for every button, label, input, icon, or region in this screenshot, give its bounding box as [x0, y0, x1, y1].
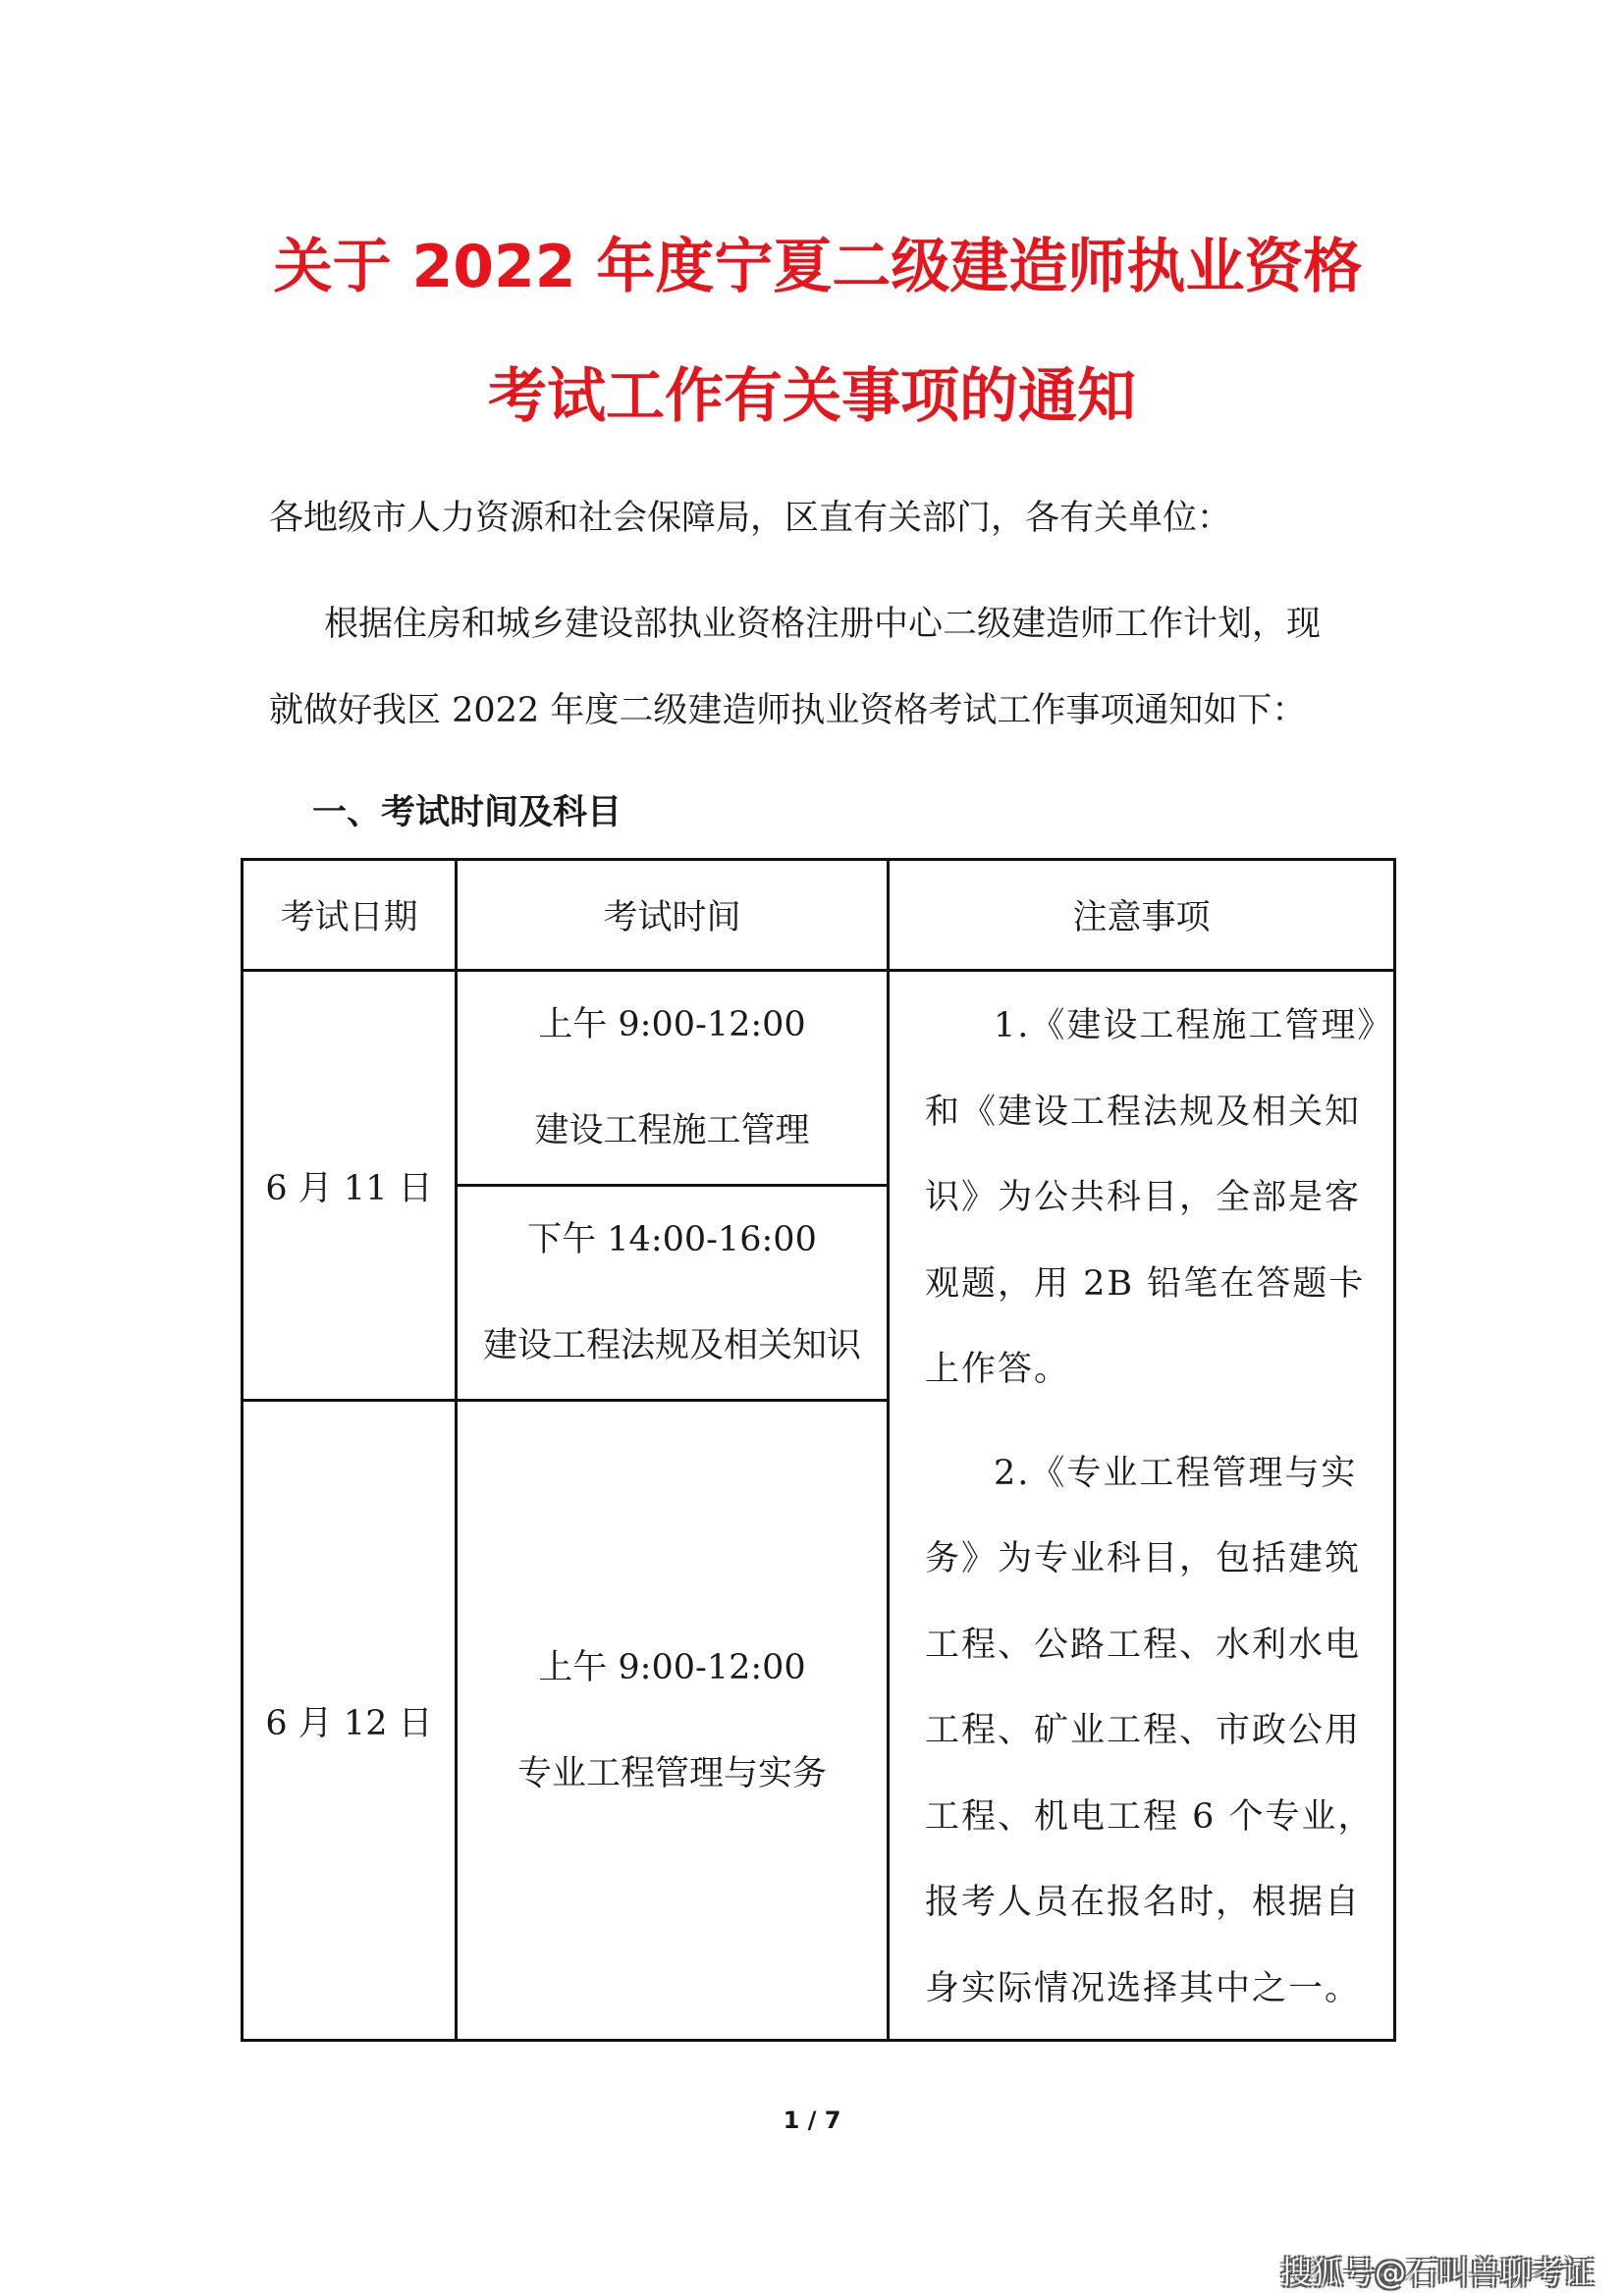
- session-time: 上午 9:00-12:00: [538, 1005, 806, 1044]
- exam-schedule-table: [241, 858, 1396, 2042]
- session-cell: [457, 971, 889, 1186]
- intro-line-2: 就做好我区 2022 年度二级建造师执业资格考试工作事项通知如下：: [269, 691, 1307, 730]
- exam-date-day-1: 6 月 11 日: [243, 971, 457, 1401]
- session-time: 上午 9:00-12:00: [538, 1647, 806, 1687]
- note-professional-subject: 2.《专业工程管理与实务》为专业科目，包括建筑工程、公路工程、水利水电工程、矿业工程、市政公用工程、机电工程 6 个专业，报考人员在报名时，根据自身实际情况选择其中之一。: [925, 1453, 1375, 2008]
- session-subject: 建设工程法规及相关知识: [482, 1326, 861, 1365]
- page-number: 1 / 7: [783, 2107, 841, 2134]
- section-heading-exam-schedule: 一、考试时间及科目: [312, 792, 623, 832]
- intro-line-1: 根据住房和城乡建设部执业资格注册中心二级建造师工作计划，现: [324, 605, 1322, 644]
- session-time: 下午 14:00-16:00: [527, 1220, 817, 1259]
- notes-cell: [889, 971, 1395, 2041]
- watermark: 搜狐号@石叫兽聊考证: [1279, 2254, 1595, 2291]
- table-row: [243, 971, 1395, 1186]
- document-title-line-1: 关于 2022 年度宁夏二级建造师执业资格: [273, 233, 1363, 301]
- session-subject: 专业工程管理与实务: [516, 1753, 827, 1793]
- note-public-subjects: 1.《建设工程施工管理》和《建设工程法规及相关知识》为公共科目，全部是客观题，用 2B 铅笔在答题卡上作答。: [925, 1006, 1377, 1389]
- exam-date-day-2: 6 月 12 日: [243, 1401, 457, 2041]
- session-cell: [457, 1186, 889, 1401]
- header-exam-date: 考试日期: [243, 860, 457, 971]
- session-cell: [457, 1401, 889, 2041]
- document-title-line-2: 考试工作有关事项的通知: [488, 362, 1136, 431]
- session-subject: 建设工程施工管理: [534, 1111, 810, 1150]
- salutation: 各地级市人力资源和社会保障局，区直有关部门，各有关单位：: [269, 499, 1232, 538]
- header-notes: 注意事项: [889, 860, 1395, 971]
- table-header-row: [243, 860, 1395, 971]
- header-exam-time: 考试时间: [457, 860, 889, 971]
